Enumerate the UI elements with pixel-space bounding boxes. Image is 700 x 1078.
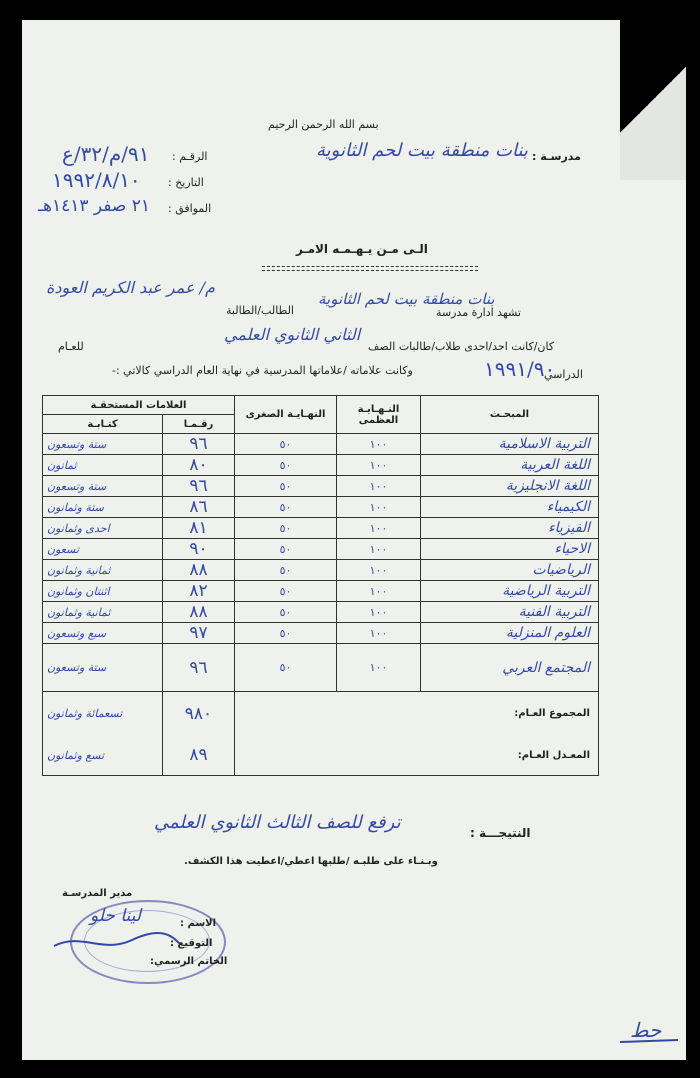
row-min: ٥٠ — [235, 476, 337, 497]
row-digits: ٨٢ — [163, 581, 235, 602]
row-words: ستة وتسعون — [43, 434, 163, 455]
header-subject: المبحـث — [421, 396, 599, 434]
table-row — [43, 455, 599, 476]
result-value: ترفع للصف الثالث الثانوي العلمي — [154, 812, 401, 833]
row-subject: اللغة العربية — [421, 455, 599, 476]
row-digits: ٨٦ — [163, 497, 235, 518]
signature-scribble — [52, 928, 182, 956]
total-words: تسعمائة وثمانون — [43, 692, 163, 736]
row-max: ١٠٠ — [337, 497, 421, 518]
seal-label: الخاتم الرسمي: — [150, 956, 228, 967]
row-subject: التربية الاسلامية — [421, 434, 599, 455]
header-digits: رقـمـا — [163, 415, 235, 434]
row-words: اثنتان وثمانون — [43, 581, 163, 602]
signature-name-label: الاسم : — [180, 918, 217, 929]
body-line3-prefix: الدراسي — [544, 368, 583, 381]
row-words: ستة وثمانون — [43, 497, 163, 518]
row-max: ١٠٠ — [337, 581, 421, 602]
table-row — [43, 581, 599, 602]
corner-mark-underline — [618, 1034, 680, 1046]
number-value: ٩١/م/٣٢/ع — [62, 142, 150, 166]
average-row — [43, 736, 599, 776]
total-digits: ٩٨٠ — [184, 703, 213, 724]
row-words: ستة وتسعون — [43, 644, 163, 692]
header-grades-group: العلامات المستحقـة — [43, 396, 235, 415]
title-underline-2 — [262, 270, 478, 271]
header-max: النـهـايـة العظمى — [337, 396, 421, 434]
row-max: ١٠٠ — [337, 518, 421, 539]
signature-name-value: لينا حلو — [90, 906, 141, 926]
row-words: سبع وتسعون — [43, 623, 163, 644]
closing-statement: وبـنـاء على طلبـه /طلبها اعطي/اعطيت هذا الكشف. — [184, 856, 438, 867]
table-row — [43, 602, 599, 623]
body-line2-grade: الثاني الثانوي العلمي — [224, 325, 361, 344]
row-subject: المجتمع العربي — [421, 644, 599, 692]
row-digits: ٩٧ — [163, 623, 235, 644]
row-min: ٥٠ — [235, 539, 337, 560]
number-label: الرقـم : — [172, 150, 208, 163]
result-label: النتيجـــة : — [470, 826, 531, 840]
row-subject: الفيزياء — [421, 518, 599, 539]
row-digits: ٨٨ — [163, 602, 235, 623]
body-line1-mid: الطالب/الطالبة — [226, 304, 294, 317]
body-line1-prefix: تشهد ادارة مدرسة — [436, 306, 521, 319]
row-max: ١٠٠ — [337, 602, 421, 623]
row-words: ثمانية وثمانون — [43, 602, 163, 623]
student-name: م/ عمر عبد الكريم العودة — [46, 278, 215, 297]
table-row — [43, 623, 599, 644]
header-min: النهـايـة الصغرى — [235, 396, 337, 434]
row-digits: ٩٦ — [163, 476, 235, 497]
body-line1-school: بنات منطقة بيت لحم الثانوية — [318, 290, 495, 308]
body-line2-prefix: كان/كانت احد/احدى طلاب/طالبات الصف — [368, 340, 555, 353]
row-max: ١٠٠ — [337, 455, 421, 476]
signature-title: مدير المدرسـة — [62, 888, 133, 899]
average-label: المعـدل العـام: — [235, 736, 599, 776]
row-max: ١٠٠ — [337, 539, 421, 560]
row-min: ٥٠ — [235, 602, 337, 623]
row-subject: التربية الرياضية — [421, 581, 599, 602]
body-line2-suffix: للعـام — [58, 340, 84, 353]
table-row — [43, 539, 599, 560]
table-row — [43, 560, 599, 581]
row-subject: الرياضيات — [421, 560, 599, 581]
hijri-label: الموافق : — [168, 202, 212, 215]
row-min: ٥٠ — [235, 644, 337, 692]
hijri-value: ٢١ صفر ١٤١٣هـ — [38, 196, 150, 216]
total-label: المجموع العـام: — [235, 692, 599, 736]
row-words: تسعون — [43, 539, 163, 560]
row-digits: ٩٠ — [163, 539, 235, 560]
average-digits: ٨٩ — [163, 736, 235, 776]
row-words: ستة وتسعون — [43, 476, 163, 497]
grades-table — [42, 395, 599, 776]
row-min: ٥٠ — [235, 455, 337, 476]
basmala: بسم الله الرحمن الرحيم — [268, 118, 379, 131]
corner-mark: حط — [630, 1018, 662, 1042]
row-min: ٥٠ — [235, 518, 337, 539]
table-row — [43, 644, 599, 692]
row-digits: ٨٨ — [163, 560, 235, 581]
table-row — [43, 518, 599, 539]
row-digits: ٨٠ — [163, 455, 235, 476]
date-value: ١٩٩٢/٨/١٠ — [52, 168, 141, 192]
row-words: ثمانون — [43, 455, 163, 476]
row-subject: اللغة الانجليزية — [421, 476, 599, 497]
row-digits: ٨١ — [163, 518, 235, 539]
title-underline — [262, 266, 478, 267]
row-min: ٥٠ — [235, 497, 337, 518]
row-min: ٥٠ — [235, 623, 337, 644]
row-digits: ٩٦ — [163, 434, 235, 455]
school-label: مدرسـة : — [532, 150, 581, 163]
body-line3-year: ١٩٩١/٩٠ — [484, 357, 556, 381]
row-subject: التربية الفنية — [421, 602, 599, 623]
row-words: احدى وثمانون — [43, 518, 163, 539]
row-words: ثمانية وثمانون — [43, 560, 163, 581]
row-min: ٥٠ — [235, 560, 337, 581]
table-row — [43, 476, 599, 497]
row-subject: العلوم المنزلية — [421, 623, 599, 644]
row-min: ٥٠ — [235, 434, 337, 455]
document-title: الـى مـن يـهـمـه الامـر — [296, 242, 428, 256]
average-words: تسع وثمانون — [43, 736, 163, 776]
row-digits: ٩٦ — [163, 644, 235, 692]
row-subject: الكيمياء — [421, 497, 599, 518]
row-min: ٥٠ — [235, 581, 337, 602]
total-row — [43, 692, 599, 736]
folded-corner — [620, 20, 686, 180]
row-max: ١٠٠ — [337, 476, 421, 497]
school-value: بنات منطقة بيت لحم الثانوية — [316, 140, 528, 161]
table-row — [43, 434, 599, 455]
signature-sign-label: التوقيع : — [170, 938, 213, 949]
row-max: ١٠٠ — [337, 623, 421, 644]
row-max: ١٠٠ — [337, 560, 421, 581]
row-max: ١٠٠ — [337, 434, 421, 455]
row-subject: الاحياء — [421, 539, 599, 560]
body-line3-suffix: وكانت علاماته /علاماتها المدرسية في نهاية العام الدراسي كالاتي :- — [112, 364, 413, 377]
row-max: ١٠٠ — [337, 644, 421, 692]
header-words: كتـابـة — [43, 415, 163, 434]
table-row — [43, 497, 599, 518]
date-label: التاريخ : — [168, 176, 204, 189]
